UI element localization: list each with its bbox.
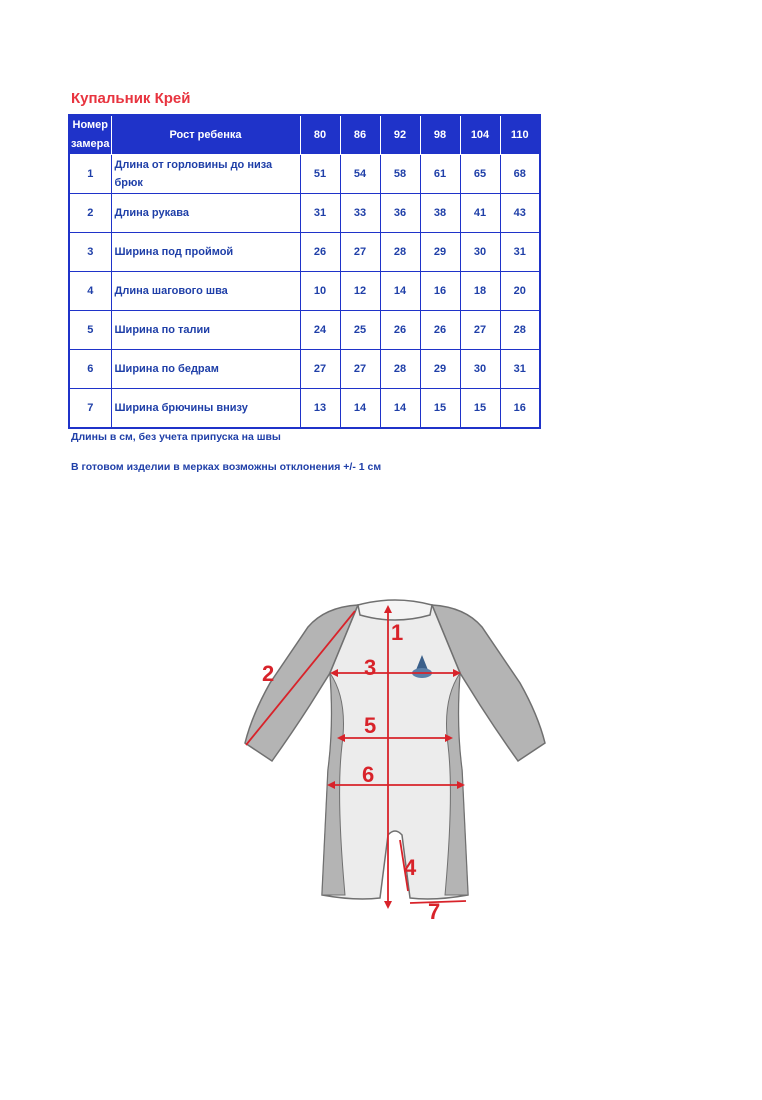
measure-number: 6 <box>69 350 111 389</box>
measure-value: 25 <box>340 311 380 350</box>
measure-label: Ширина по талии <box>111 311 300 350</box>
measure-label-1: 1 <box>391 620 404 645</box>
measure-value: 68 <box>500 155 540 194</box>
measure-label: Длина от горловины до низа брюк <box>111 155 300 194</box>
table-row <box>69 389 540 429</box>
measure-value: 27 <box>460 311 500 350</box>
measure-value: 38 <box>420 194 460 233</box>
measure-value: 14 <box>340 389 380 429</box>
measure-value: 41 <box>460 194 500 233</box>
measure-value: 14 <box>380 272 420 311</box>
measure-value: 26 <box>380 311 420 350</box>
measure-value: 29 <box>420 350 460 389</box>
measure-number: 1 <box>69 155 111 194</box>
measure-number: 5 <box>69 311 111 350</box>
measure-value: 30 <box>460 350 500 389</box>
measure-value: 15 <box>420 389 460 429</box>
measure-value: 27 <box>340 233 380 272</box>
measure-value: 30 <box>460 233 500 272</box>
collar <box>358 600 432 620</box>
measure-value: 16 <box>500 389 540 429</box>
body-panel <box>322 605 468 899</box>
measure-value: 54 <box>340 155 380 194</box>
table-row <box>69 350 540 389</box>
measure-value: 58 <box>380 155 420 194</box>
measure-value: 10 <box>300 272 340 311</box>
note-units: Длины в см, без учета припуска на швы <box>71 431 281 443</box>
measure-value: 15 <box>460 389 500 429</box>
measure-label: Ширина брючины внизу <box>111 389 300 429</box>
header-size: 86 <box>340 115 380 155</box>
measure-value: 20 <box>500 272 540 311</box>
measure-label-5: 5 <box>364 713 377 738</box>
table-row <box>69 194 540 233</box>
measure-value: 31 <box>300 194 340 233</box>
measure-value: 13 <box>300 389 340 429</box>
measure-value: 29 <box>420 233 460 272</box>
measure-label: Длина шагового шва <box>111 272 300 311</box>
table-row <box>69 311 540 350</box>
measure-label-6: 6 <box>362 762 375 787</box>
measure-label-3: 3 <box>364 655 377 680</box>
measure-value: 28 <box>380 233 420 272</box>
measure-number: 3 <box>69 233 111 272</box>
header-size: 98 <box>420 115 460 155</box>
header-child-height: Рост ребенка <box>111 115 300 155</box>
measure-value: 27 <box>300 350 340 389</box>
measure-label-2: 2 <box>262 661 275 686</box>
header-size: 92 <box>380 115 420 155</box>
measure-value: 14 <box>380 389 420 429</box>
measure-value: 16 <box>420 272 460 311</box>
measure-number: 7 <box>69 389 111 429</box>
size-chart-table <box>68 114 541 429</box>
measure-label-4: 4 <box>404 855 417 880</box>
measure-value: 61 <box>420 155 460 194</box>
measure-number: 4 <box>69 272 111 311</box>
measure-value: 31 <box>500 350 540 389</box>
table-header-row <box>69 115 540 155</box>
note-tolerance: В готовом изделии в мерках возможны отклонения +/- 1 см <box>71 461 382 473</box>
header-size: 80 <box>300 115 340 155</box>
measure-value: 65 <box>460 155 500 194</box>
header-size: 104 <box>460 115 500 155</box>
measure-value: 43 <box>500 194 540 233</box>
measure-value: 28 <box>380 350 420 389</box>
table-row <box>69 233 540 272</box>
measure-label: Длина рукава <box>111 194 300 233</box>
measure-value: 26 <box>420 311 460 350</box>
measure-label-7: 7 <box>428 899 441 924</box>
measure-value: 33 <box>340 194 380 233</box>
measure-value: 24 <box>300 311 340 350</box>
measure-label: Ширина по бедрам <box>111 350 300 389</box>
header-measure-number: Номер замера <box>69 115 111 155</box>
table-row <box>69 155 540 194</box>
measure-value: 36 <box>380 194 420 233</box>
measure-value: 51 <box>300 155 340 194</box>
header-size: 110 <box>500 115 540 155</box>
measure-value: 31 <box>500 233 540 272</box>
measure-value: 26 <box>300 233 340 272</box>
measure-value: 27 <box>340 350 380 389</box>
measure-value: 28 <box>500 311 540 350</box>
measure-number: 2 <box>69 194 111 233</box>
page-title: Купальник Крей <box>71 90 191 107</box>
swimsuit-diagram <box>230 595 560 925</box>
measure-value: 18 <box>460 272 500 311</box>
table-row <box>69 272 540 311</box>
measure-label: Ширина под проймой <box>111 233 300 272</box>
measure-value: 12 <box>340 272 380 311</box>
